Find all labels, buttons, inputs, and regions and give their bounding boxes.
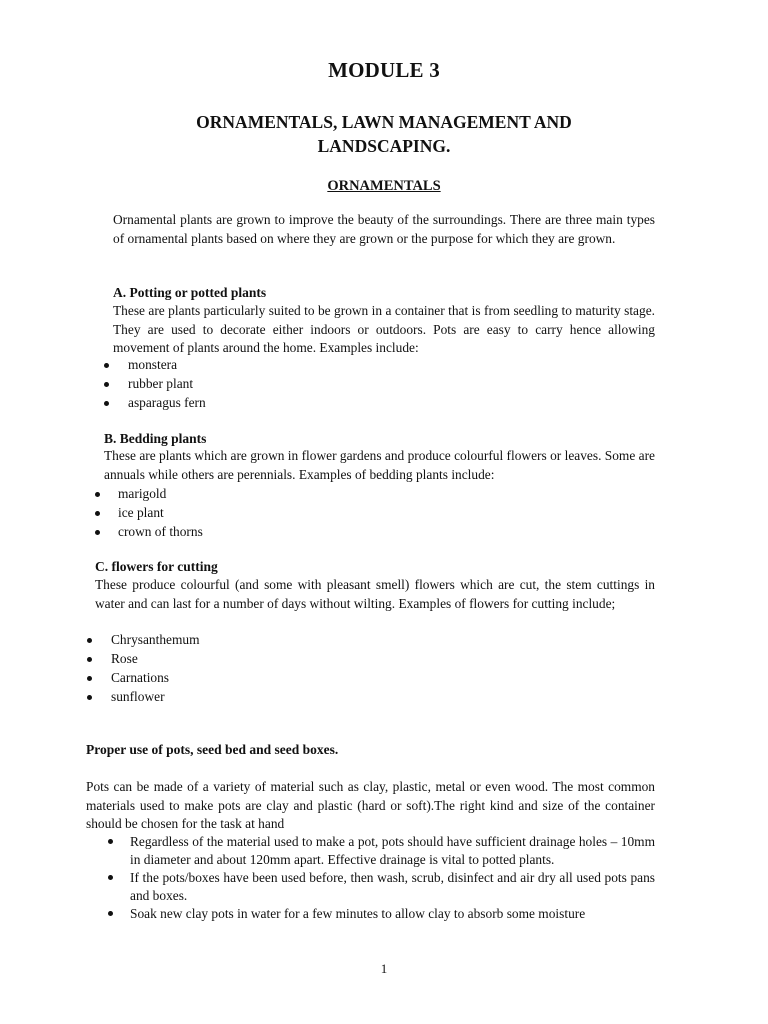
ornamentals-intro: Ornamental plants are grown to improve the beauty of the surroundings. There are three main types of ornamental plants based on where they are grown or the purpose for which they are grown. — [113, 212, 655, 246]
list-item: Soak new clay pots in water for a few minutes to allow clay to absorb some moisture — [105, 905, 655, 923]
page-number: 1 — [380, 961, 388, 976]
ornamentals-heading: ORNAMENTALS — [327, 178, 441, 194]
bedding-plants-text: These are plants which are grown in flower gardens and produce colourful flowers or leaves. Some are annuals while others are perennials. Examples of bedding plants include: — [104, 448, 655, 482]
list-item: marigold — [92, 485, 203, 504]
potted-plants-heading: A. Potting or potted plants — [113, 285, 267, 300]
list-item: Carnations — [84, 669, 200, 688]
list-item: Chrysanthemum — [84, 631, 200, 650]
potted-plants-examples — [101, 356, 206, 413]
list-item: rubber plant — [101, 375, 206, 394]
cutting-flowers-heading: C. flowers for cutting — [95, 559, 218, 574]
list-item: If the pots/boxes have been used before, then wash, scrub, disinfect and air dry all used pots pans and boxes. — [105, 869, 655, 904]
bedding-plants-heading: B. Bedding plants — [104, 431, 207, 446]
list-item: crown of thorns — [92, 523, 203, 542]
cutting-flowers-examples — [84, 631, 200, 707]
module-subtitle — [0, 110, 768, 158]
list-item: monstera — [101, 356, 206, 375]
module-title: MODULE 3 — [328, 58, 440, 82]
pots-heading: Proper use of pots, seed bed and seed boxes. — [86, 742, 339, 757]
pots-intro: Pots can be made of a variety of material such as clay, plastic, metal or even wood. The most common materials used to make pots are clay and plastic (hard or soft).The right kind and size of the container should be chosen for the task at hand — [86, 779, 655, 832]
cutting-flowers-text: These produce colourful (and some with pleasant smell) flowers which are cut, the stem cuttings in water and can last for a number of days without wilting. Examples of flowers for cutting include; — [95, 577, 655, 611]
list-item: Rose — [84, 650, 200, 669]
bedding-plants-examples — [92, 485, 203, 542]
subtitle-text: ORNAMENTALS, LAWN MANAGEMENT AND LANDSCAPING. — [196, 112, 572, 156]
list-item: ice plant — [92, 504, 203, 523]
pots-guidelines — [105, 833, 655, 924]
list-item: Regardless of the material used to make a pot, pots should have sufficient drainage holes – 10mm in diameter and about 120mm apart. Effective drainage is vital to potted plants. — [105, 833, 655, 868]
list-item: sunflower — [84, 688, 200, 707]
list-item: asparagus fern — [101, 394, 206, 413]
potted-plants-text: These are plants particularly suited to be grown in a container that is from seedling to maturity stage. They are used to decorate either indoors or outdoors. Pots are easy to carry hence allowing movement of plants around the home. Examples include: — [113, 303, 655, 356]
